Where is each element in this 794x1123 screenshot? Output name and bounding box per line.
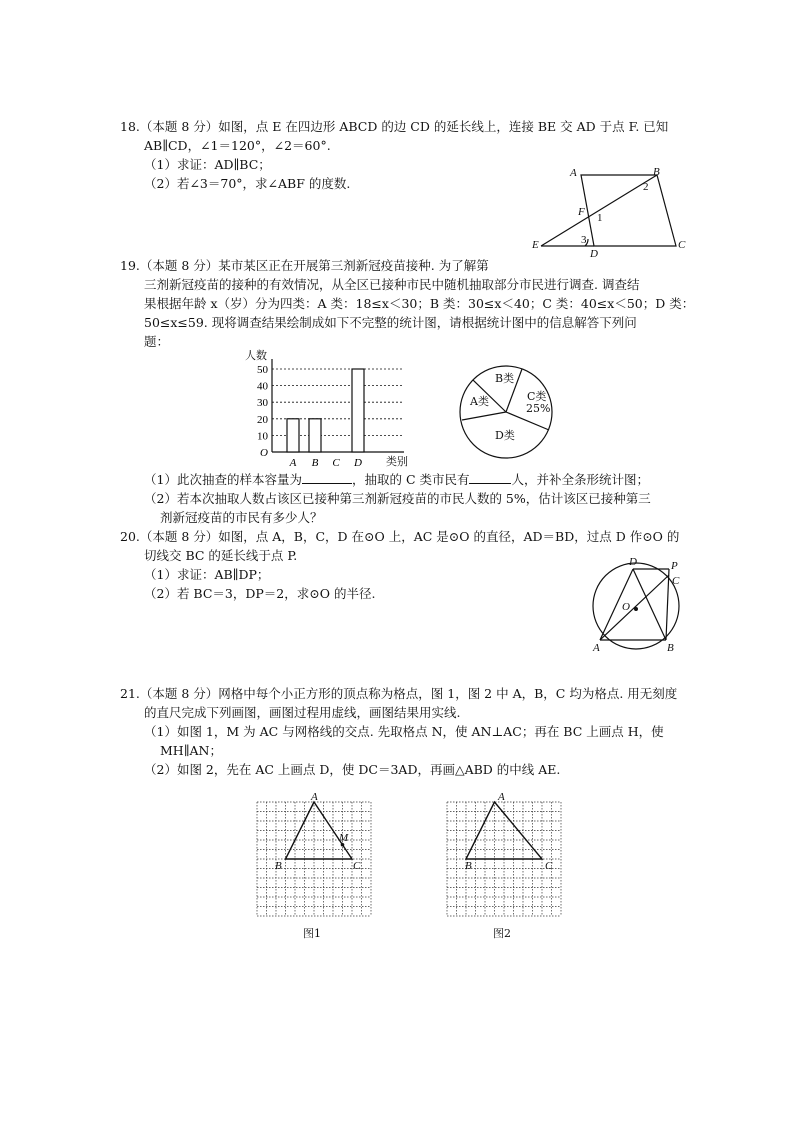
y-tick-label: 20 (257, 413, 268, 426)
q18-label-f: F (578, 206, 585, 218)
q18-label-b: B (653, 166, 660, 178)
q18-angle-1: 1 (597, 212, 603, 224)
fig1-label-c: C (353, 860, 361, 872)
q18-label-d: D (590, 248, 598, 260)
q18-label-c: C (678, 239, 686, 251)
q19-line5: 题： (144, 334, 170, 349)
q18-line1: 18.（本题 8 分）如图，点 E 在四边形 ABCD 的边 CD 的延长线上，连接 BE 交 AD 于点 F. 已知 (120, 119, 669, 134)
pie-label-a: A类 (470, 395, 489, 408)
q19-part1-b: ，抽取的 C 类市民有 (351, 472, 470, 487)
y-tick-label: 10 (257, 430, 268, 443)
q20-label-o: O (622, 601, 630, 613)
y-tick-label: O (260, 447, 268, 459)
pie-label-c: C类 (527, 390, 547, 403)
q19-part2-line2: 剂新冠疫苗的市民有多少人？ (160, 510, 323, 525)
x-tick-label: C (332, 457, 340, 469)
fig2-label-a: A (498, 791, 505, 803)
q20-label-b: B (667, 642, 674, 654)
q19-line4: 50≤x≤59. 现将调查结果绘制成如下不完整的统计图，请根据统计图中的信息解答下列问 (144, 315, 637, 330)
pie-label-d: D类 (495, 429, 515, 442)
q20-label-c: C (672, 575, 680, 587)
q20-label-p: P (671, 560, 678, 572)
q20-part1: （1）求证：AB∥DP； (144, 567, 270, 582)
q18-label-a: A (570, 167, 577, 179)
fig1-label-b: B (275, 860, 282, 872)
chart-ylabel: 人数 (245, 349, 267, 362)
q20-label-d: D (629, 556, 637, 568)
q18-part1: （1）求证：AD∥BC； (144, 157, 271, 172)
q21-line2: 的直尺完成下列画图，画图过程用虚线，画图结果用实线. (144, 705, 461, 720)
q20-label-a: A (593, 642, 600, 654)
q18-label-e: E (532, 239, 539, 251)
q18-angle-2: 2 (643, 181, 649, 193)
q20-part2: （2）若 BC＝3，DP＝2，求⊙O 的半径. (144, 586, 376, 601)
q21-part1-line1: （1）如图 1，M 为 AC 与网格线的交点. 先取格点 N，使 AN⊥AC；再在 BC 上画点 H，使 (144, 724, 664, 739)
q18-line2: AB∥CD，∠1＝120°，∠2＝60°. (144, 138, 331, 153)
grid-fig1 (257, 802, 371, 916)
chart-xlabel: 类别 (386, 455, 408, 468)
pie-label-c-percent: 25% (526, 402, 551, 415)
q19-part2-line1: （2）若本次抽取人数占该区已接种第三剂新冠疫苗的市民人数的 5%，估计该区已接种第三 (144, 491, 651, 506)
q21-part1-line2: MH∥AN； (160, 743, 222, 758)
q19-part1-c: 人，并补全条形统计图； (511, 472, 649, 487)
fig1-label-m: M (339, 832, 349, 844)
q18-part2: （2）若∠3＝70°，求∠ABF 的度数. (144, 176, 351, 191)
q19-line2: 三剂新冠疫苗的接种的有效情况，从全区已接种市民中随机抽取部分市民进行调查. 调查结 (144, 277, 640, 292)
q19-line1: 19.（本题 8 分）某市某区正在开展第三剂新冠疫苗接种. 为了解第 (120, 258, 489, 273)
y-tick-label: 40 (257, 380, 268, 393)
fig2-label-c: C (545, 860, 553, 872)
fig1-caption: 图1 (303, 927, 321, 940)
y-tick-label: 50 (257, 364, 268, 376)
fig2-label-b: B (465, 860, 472, 872)
grid-fig2 (447, 802, 561, 916)
x-tick-label: A (289, 457, 297, 469)
x-tick-label: B (311, 457, 319, 469)
x-tick-label: D (354, 457, 362, 469)
q19-line3: 果根据年龄 x（岁）分为四类：A 类：18≤x＜30；B 类：30≤x＜40；C 类：40≤x＜50；D 类： (144, 296, 695, 311)
fig1-label-a: A (311, 791, 318, 803)
pie-label-b: B类 (495, 372, 515, 385)
q21-line1: 21.（本题 8 分）网格中每个小正方形的顶点称为格点，图 1，图 2 中 A，B，C 均为格点. 用无刻度 (120, 686, 678, 701)
y-tick-label: 30 (257, 397, 268, 410)
fig2-caption: 图2 (493, 927, 511, 940)
q20-line1: 20.（本题 8 分）如图，点 A，B，C，D 在⊙O 上，AC 是⊙O 的直径，AD＝BD，过点 D 作⊙O 的 (120, 529, 680, 544)
q21-part2: （2）如图 2，先在 AC 上画点 D，使 DC＝3AD，再画△ABD 的中线 AE. (144, 762, 561, 777)
q19-part1-a: （1）此次抽查的样本容量为 (144, 472, 302, 487)
q20-line2: 切线交 BC 的延长线于点 P. (144, 548, 298, 563)
q18-angle-3: 3 (581, 234, 587, 246)
